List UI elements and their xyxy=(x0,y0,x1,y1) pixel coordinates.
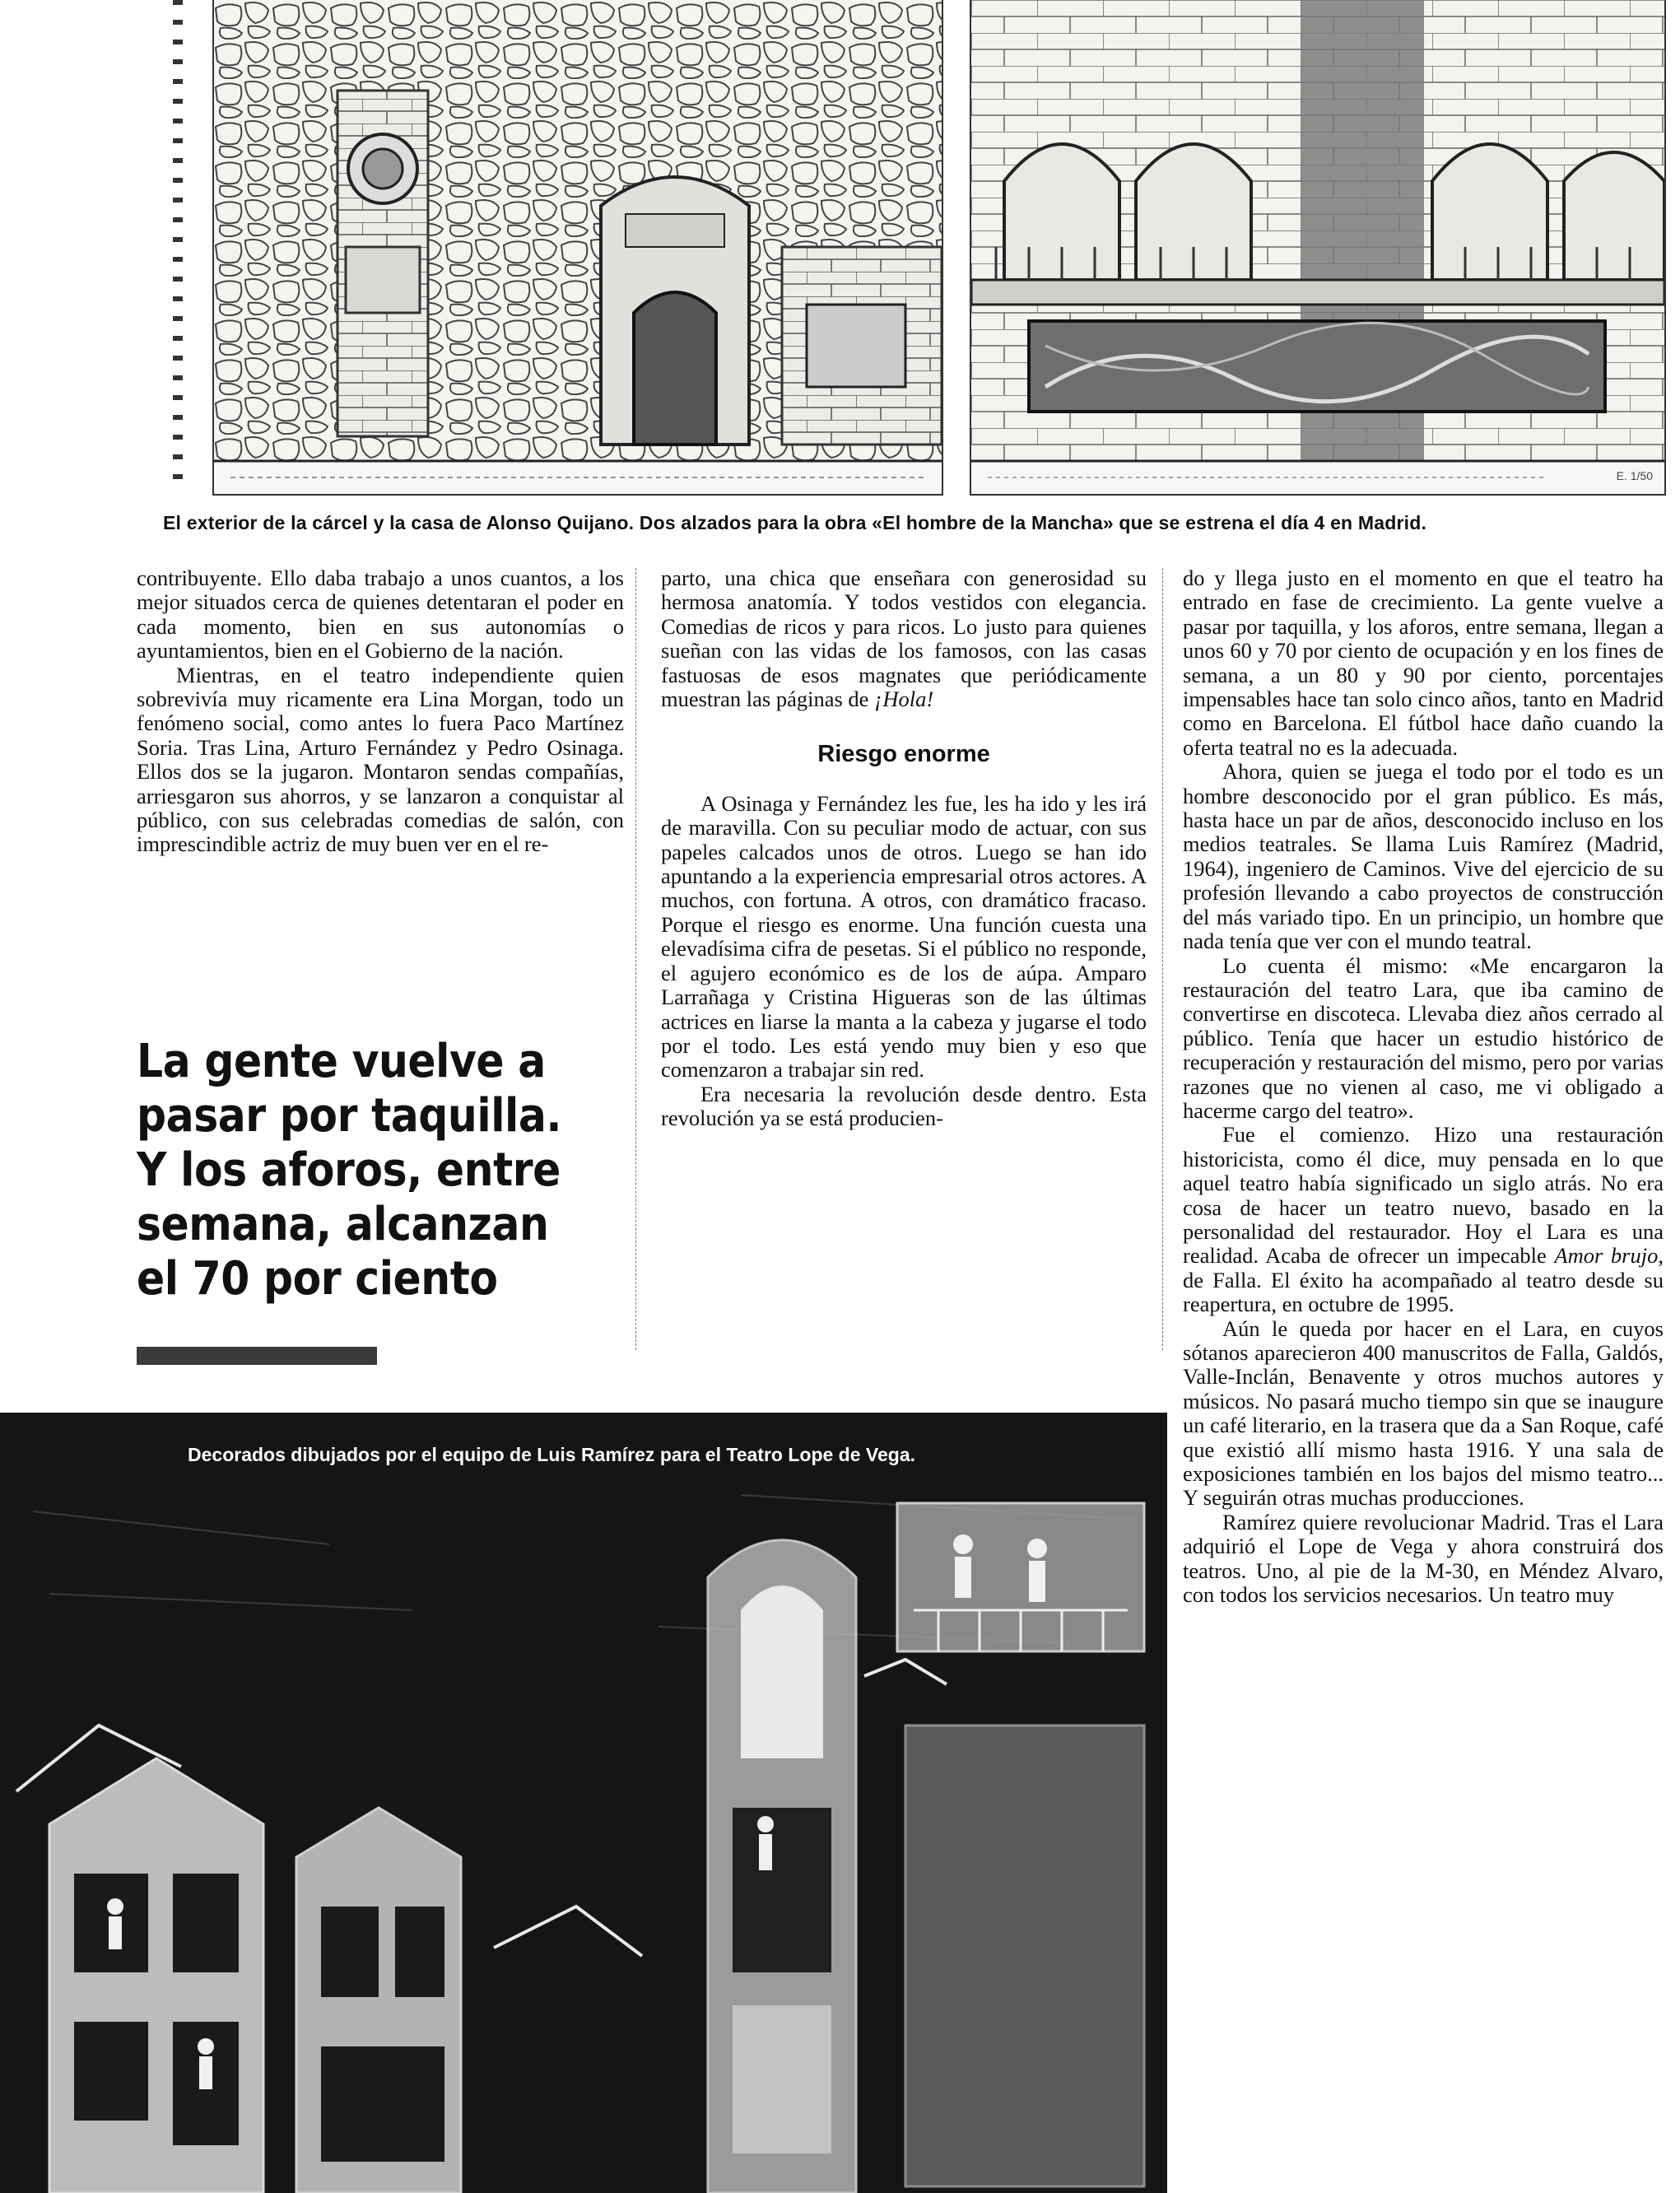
pull-quote xyxy=(137,1035,611,1306)
stage-set-drawing xyxy=(0,1413,1167,2193)
col3-paragraph-1: do y llega justo en el momento en que el teatro ha entrado en fase de crecimiento. La gente vuelve a pasar por taquilla, y los aforos, entre semana, llegan a unos 60 y 70 por ciento de ocupación y en los fines de semana, a un 80 y 90 por ciento, porcentajes impensables hace tan solo cinco años, tanto en Madrid como en Barcelona. El fútbol hace daño cuando la oferta teatral no es la adecuada. xyxy=(1183,566,1664,760)
col3-paragraph-4b: , de Falla. El éxito ha acompañado al teatro desde su reapertura, en octubre de 1995. xyxy=(1183,1243,1664,1317)
col3-paragraph-5: Aún le queda por hacer en el Lara, en cuyos sótanos aparecieron 400 manuscritos de Falla, Galdós, Valle-Inclán, Benavente y otros muchos autores y músicos. No pasará mucho tiempo sin que se inaugure un café literario, en la trasera que da a San Roque, café que existió allí mismo hasta 1916. Y una sala de exposiciones también en los bajos del mismo teatro... Y seguirán otras muchas producciones. xyxy=(1183,1315,1664,1511)
pull-quote-line-4: semana, alcanzan xyxy=(137,1198,549,1251)
col2-paragraph-3: Era necesaria la revolución desde dentro. Esta revolución ya se está producien- xyxy=(661,1081,1147,1131)
pull-quote-line-3: Y los aforos, entre xyxy=(137,1143,561,1197)
bottom-caption: Decorados dibujados por el equipo de Luis Ramírez para el Teatro Lope de Vega. xyxy=(188,1444,915,1465)
stone-wall-drawing xyxy=(214,0,942,494)
pull-quote-line-5: el 70 por ciento xyxy=(137,1252,498,1306)
column-divider-2 xyxy=(1162,568,1163,1350)
column-3 xyxy=(1183,566,1664,1607)
col3-paragraph-6: Ramírez quiere revolucionar Madrid. Tras el Lara adquirió el Lope de Vega y ahora construirá dos teatros. Uno, al pie de la M-30, en Méndez Alvaro, con todos los servicios necesarios. Un teatro muy xyxy=(1183,1509,1664,1608)
col1-paragraph-2: Mientras, en el teatro independiente quien sobrevivía muy ricamente era Lina Morgan, todo un fenómeno social, como antes lo fuera Paco Martínez Soria. Tras Lina, Arturo Fernández y Pedro Osinaga. Ellos dos se la jugaron. Montaron sendas compañías, arriesgaron sus ahorros, y se lanzaron a conquistar al público, con sus celebradas comedias de salón, con imprescindible actriz de muy buen ver en el re- xyxy=(137,662,624,857)
column-1 xyxy=(137,566,624,857)
ruler-marks xyxy=(173,0,183,486)
pull-quote-line-2: pasar por taquilla. xyxy=(137,1089,562,1143)
amor-brujo-title: Amor brujo xyxy=(1554,1243,1659,1269)
col3-paragraph-4a: Fue el comienzo. Hizo una restauración historicista, como él dice, muy pensada en lo que aquel teatro había significado un siglo atrás. No era cosa de hacer un teatro nuevo, basado en la personalidad del restaurador. Hoy el Lara es una realidad. Acaba de ofrecer un impecable xyxy=(1183,1122,1664,1269)
scale-label: E. 1/50 xyxy=(1616,469,1653,482)
col3-paragraph-3: Lo cuenta él mismo: «Me encargaron la restauración del teatro Lara, que iba camino de convertirse en discoteca. Llevaba diez años cerrado al público. Tenía que hacer un estudio histórico de recuperación y restauración del mismo, pero por varias razones que no vienen al caso, me vi obligado a hacerme cargo del teatro». xyxy=(1183,952,1664,1123)
arcade-drawing xyxy=(971,0,1664,494)
column-2 xyxy=(661,566,1147,1131)
stage-set-illustration xyxy=(0,1413,1167,2193)
prison-facade-sketch xyxy=(212,0,943,496)
column-divider-1 xyxy=(635,568,636,1350)
col2-paragraph-1 xyxy=(661,566,1147,711)
section-subhead: Riesgo enorme xyxy=(817,741,990,768)
hola-magazine-title: ¡Hola! xyxy=(874,687,934,712)
quijano-house-sketch xyxy=(970,0,1666,496)
col3-paragraph-4 xyxy=(1183,1123,1664,1316)
col3-paragraph-2: Ahora, quien se juega el todo por el todo es un hombre desconocido por el gran público. Es más, hasta hace un par de años, desconocido incluso en los medios teatrales. Se llama Luis Ramírez (Madrid, 1964), ingeniero de Caminos. Vive del ejercicio de su profesión llevando a cabo proyectos de construcción del más variado tipo. En un principio, un hombre que nada tenía que ver con el mundo teatral. xyxy=(1183,759,1664,954)
pull-quote-line-1: La gente vuelve a xyxy=(137,1035,546,1088)
col2-paragraph-1-text: parto, una chica que enseñara con generosidad su hermosa anatomía. Y todos vestidos con elegancia. Comedias de ricos y para ricos. Lo justo para quienes sueñan con las vidas de los famosos, con las casas fastuosas de esos magnates que periódicamente muestran las páginas de xyxy=(661,566,1147,712)
col1-paragraph-1: contribuyente. Ello daba trabajo a unos cuantos, a los mejor situados cerca de quienes detentaran el poder en cada momento, bien en sus autonomías o ayuntamientos, bien en el Gobierno de la nación. xyxy=(137,566,624,663)
top-caption: El exterior de la cárcel y la casa de Alonso Quijano. Dos alzados para la obra «El hombre de la Mancha» que se estrena el día 4 en Madrid. xyxy=(163,512,1427,533)
col2-paragraph-2: A Osinaga y Fernández les fue, les ha ido y les irá de maravilla. Con su peculiar modo de actuar, con sus papeles calcados unos de otros. Luego se han ido apuntando a la experiencia empresarial otros actores. A muchos, con fortuna. A otros, con dramático fracaso. Porque el riesgo es enorme. Una función cuesta una elevadísima cifra de pesetas. Si el público no responde, el agujero económico es de los de aúpa. Amparo Larrañaga y Cristina Higueras son de las últimas actrices en liarse la manta a la cabeza y jugarse el todo por el todo. Les está yendo muy bien y eso que comenzaron a trabajar sin red. xyxy=(661,790,1147,1083)
pull-quote-bar xyxy=(137,1347,377,1365)
